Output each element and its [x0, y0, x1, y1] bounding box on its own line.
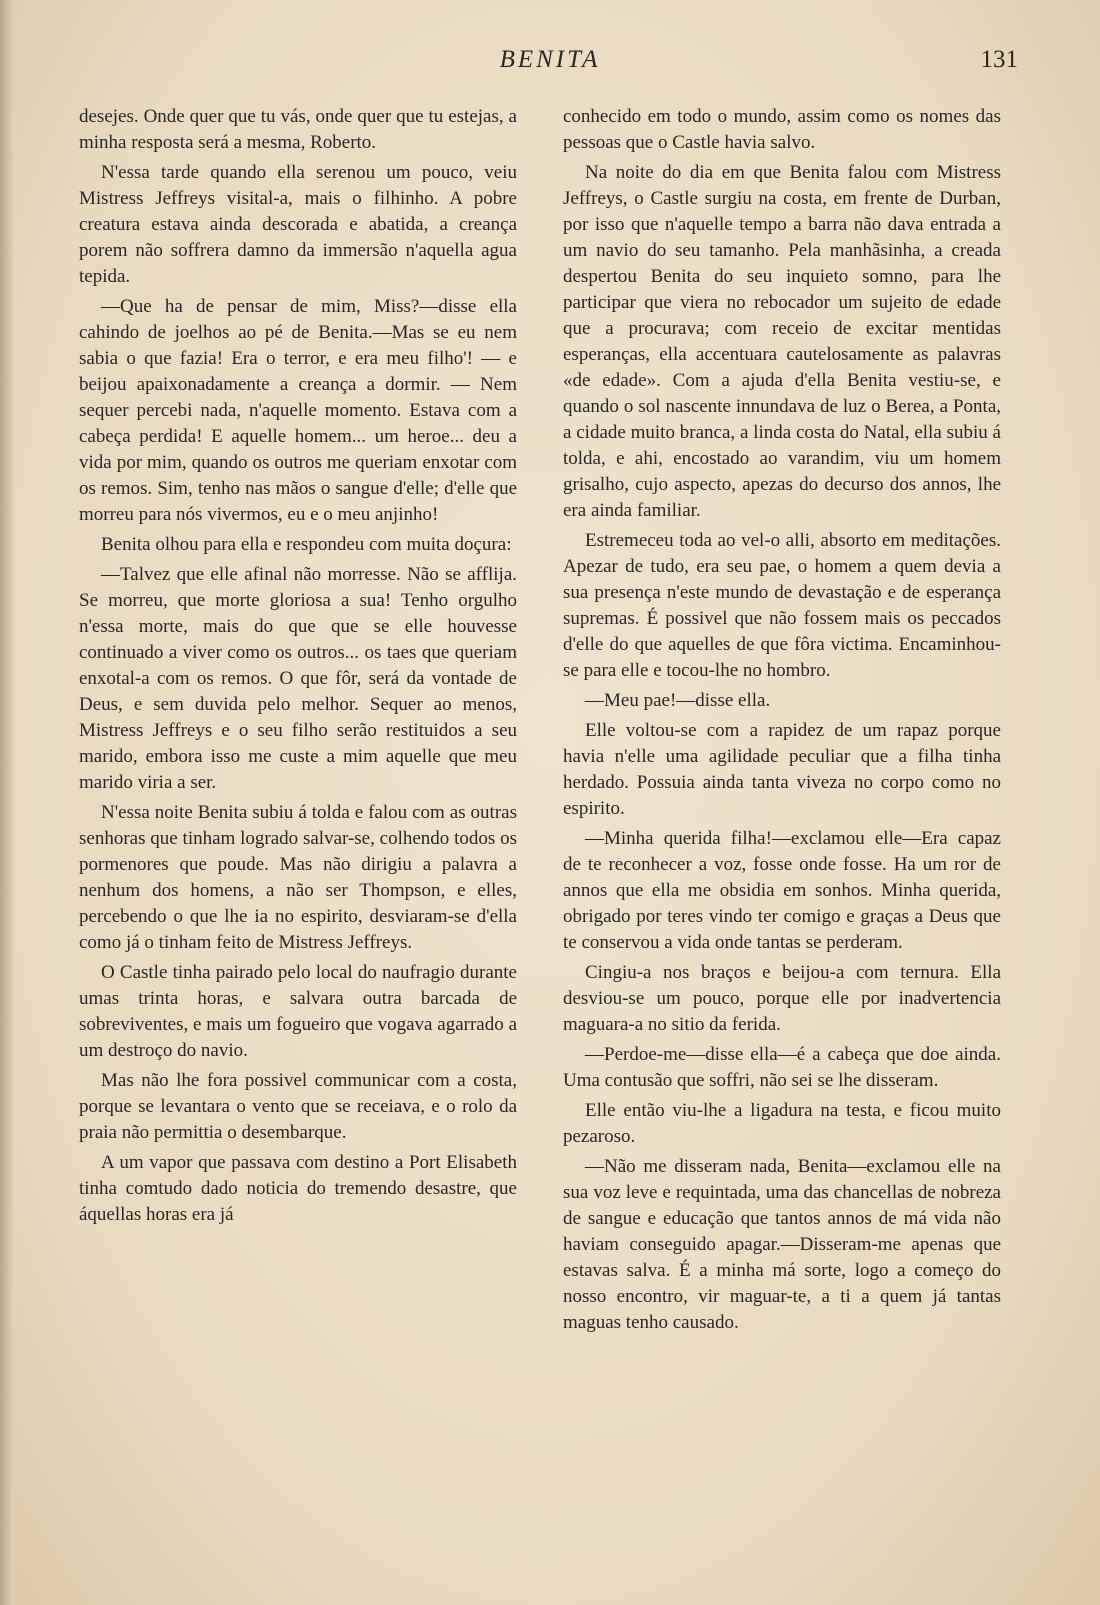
paragraph: —Perdoe-me—disse ella—é a cabeça que doe ainda. Uma contusão que soffri, não sei se lhe disseram.	[563, 1044, 1001, 1091]
paragraph: —Talvez que elle afinal não morresse. Não se afflija. Se morreu, que morte gloriosa a sua! Tenho orgulho n'essa morte, mais do que que se elle houvesse continuado a viver como os outros... os taes que queriam enxotal-a com os remos. O que fôr, será da vontade de Deus, e sem duvida pelo melhor. Sequer ao menos, Mistress Jeffreys e o seu filho serão restituidos a seu marido, embora isso me custe a mim aquelle que meu marido viria a ser.	[79, 564, 517, 793]
page-number: 131	[980, 46, 1018, 73]
paragraph: N'essa noite Benita subiu á tolda e falou com as outras senhoras que tinham logrado salvar-se, colhendo todos os pormenores que poude. Mas não dirigiu a palavra a nenhum dos homens, a não ser Thompson, e elles, percebendo o que lhe ia no espirito, desviaram-se d'ella como já o tinham feito de Mistress Jeffreys.	[79, 802, 517, 953]
paragraph: desejes. Onde quer que tu vás, onde quer que tu estejas, a minha resposta será a mesma, Roberto.	[79, 106, 517, 153]
paragraph: N'essa tarde quando ella serenou um pouco, veiu Mistress Jeffreys visital-a, mais o filhinho. A pobre creatura estava ainda descorada e abatida, a creança porem não soffrera damno da immersão n'aquella agua tepida.	[79, 162, 517, 287]
running-title: BENITA	[499, 46, 601, 73]
book-gutter	[0, 0, 14, 1605]
paragraph: Elle voltou-se com a rapidez de um rapaz porque havia n'elle uma agilidade peculiar que a filha tinha herdado. Possuia ainda tanta viveza no corpo como no espirito.	[563, 720, 1001, 819]
paragraph: Na noite do dia em que Benita falou com Mistress Jeffreys, o Castle surgiu na costa, em frente de Durban, por isso que n'aquelle tempo a barra não dava entrada a um navio do seu tamanho. Pela manhãsinha, a creada despertou Benita do seu inquieto somno, para lhe participar que viera no rebocador um sujeito de edade que a procurava; com receio de excitar mentidas esperanças, ella accentuara cautelosamente as palavras «de edade». Com a ajuda d'ella Benita vestiu-se, e quando o sol nascente innundava de luz o Berea, a Ponta, a cidade muito branca, a linda costa do Natal, ella subiu á tolda, e ahi, encostado ao varandim, viu um homem grisalho, cujo aspecto, apezas do decurso dos annos, lhe era ainda familiar.	[563, 162, 1001, 521]
right-column	[563, 104, 1001, 1340]
paragraph: Elle então viu-lhe a ligadura na testa, e ficou muito pezaroso.	[563, 1100, 1001, 1147]
paragraph: Estremeceu toda ao vel-o alli, absorto em meditações. Apezar de tudo, era seu pae, o homem a quem devia a sua presença n'este mundo de devastação e de esperança supremas. É possivel que não fossem mais os peccados d'elle do que aquelles de que fôra victima. Encaminhou-se para elle e tocou-lhe no hombro.	[563, 530, 1001, 681]
paragraph: —Meu pae!—disse ella.	[585, 690, 771, 711]
left-column	[79, 104, 517, 1232]
paragraph: O Castle tinha pairado pelo local do naufragio durante umas trinta horas, e salvara outra barcada de sobreviventes, e mais um fogueiro que vogava agarrado a um destroço do navio.	[79, 962, 517, 1061]
paragraph: conhecido em todo o mundo, assim como os nomes das pessoas que o Castle havia salvo.	[563, 106, 1001, 153]
paragraph: Benita olhou para ella e respondeu com muita doçura:	[101, 534, 512, 555]
paragraph: Mas não lhe fora possivel communicar com a costa, porque se levantara o vento que se receiava, e o rolo da praia não permittia o desembarque.	[79, 1070, 517, 1143]
paragraph: Cingiu-a nos braços e beijou-a com ternura. Ella desviou-se um pouco, porque elle por inadvertencia maguara-a no sitio da ferida.	[563, 962, 1001, 1035]
page-header	[0, 46, 1100, 80]
paragraph: —Não me disseram nada, Benita—exclamou elle na sua voz leve e requintada, uma das chancellas de nobreza de sangue e educação que tantos annos de má vida não haviam conseguido apagar.—Disseram-me apenas que estavas salva. É a minha má sorte, logo a começo do nosso encontro, vir maguar-te, a ti a quem já tantas maguas tenho causado.	[563, 1156, 1001, 1333]
paragraph: —Minha querida filha!—exclamou elle—Era capaz de te reconhecer a voz, fosse onde fosse. Ha um ror de annos que ella me obsidia em sonhos. Minha querida, obrigado por teres vindo ter comigo e graças a Deus que te conservou a vida onde tantas se perderam.	[563, 828, 1001, 953]
paragraph: —Que ha de pensar de mim, Miss?—disse ella cahindo de joelhos ao pé de Benita.—Mas se eu nem sabia o que fazia! Era o terror, e era meu filho'! — e beijou apaixonadamente a creança a dormir. — Nem sequer percebi nada, n'aquelle momento. Estava com a cabeça perdida! E aquelle homem... um heroe... deu a vida por mim, quando os outros me queriam enxotar com os remos. Sim, tenho nas mãos o sangue d'elle; d'elle que morreu para nós vivermos, eu e o meu anjinho!	[79, 296, 517, 525]
paragraph: A um vapor que passava com destino a Port Elisabeth tinha comtudo dado noticia do tremendo desastre, que áquellas horas era já	[79, 1152, 517, 1225]
